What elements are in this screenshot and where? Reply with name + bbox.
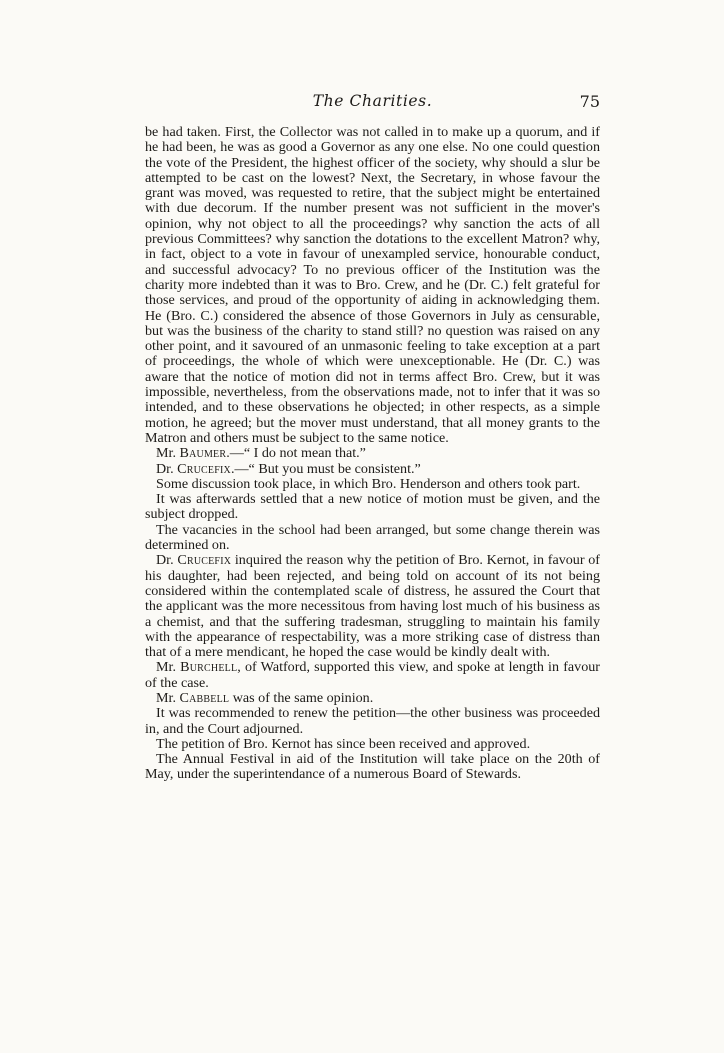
paragraph-kernot-petition [145,553,600,660]
paragraph-text: , of Watford, supported this view, and spoke at length in favour of the case. [145,659,600,691]
title-prefix: Dr. [156,552,178,569]
speaker-name: Crucefix [177,552,232,569]
speaker-name: Crucefix [177,460,231,477]
paragraph-renew-petition: It was recommended to renew the petition—the other business was proceeded in, and the Court adjourned. [145,705,600,737]
title-prefix: Mr. [156,659,181,676]
speaker-name: Burchell [180,659,238,676]
paragraph-notice-motion: It was afterwards settled that a new notice of motion must be given, and the subject dropped. [145,491,600,523]
paragraph-speech-crucefix: be had taken. First, the Collector was not called in to make up a quorum, and if he had been, he was as good a Governor as any one else. No one could question the vote of the President, the highest officer of the society, why should a slur be attempted to be cast on the lowest? Next, the Secretary, in whose favour the grant was moved, was requested to retire, that the subject might be entertained with due decorum. If the number present was not sufficient in the mover's opinion, why not object to all the proceedings? why sanction the acts of all previous Committees? why sanction the dotations to the excellent Matron? why, in fact, object to a vote in favour of unexampled service, honourable conduct, and successful advocacy? To no previous officer of the Institution was the charity more indebted than it was to Bro. Crew, and he (Dr. C.) felt grateful for those services, and proud of the opportunity of aiding in acknowledging them. He (Bro. C.) considered the absence of those Governors in July as censurable, but was the business of the charity to stand still? no question was raised on any other point, and it savoured of an unmasonic feeling to take exception at a part of proceedings, the whole of which were unexceptionable. He (Dr. C.) was aware that the notice of motion did not in terms affect Bro. Crew, but it was impossible, nevertheless, from the observations made, not to infer that it was so intended, and to these observations he objected; in other respects, as a simple motion, he agreed; but the mover must understand, that all money grants to the Matron and others must be subject to the same notice. [145,124,600,446]
paragraph-discussion: Some discussion took place, in which Bro. Henderson and others took part. [156,475,581,492]
speaker-name: Baumer [179,445,227,462]
paragraph-cabbell [145,691,600,706]
paragraph-burchell [145,660,600,691]
paragraph-text: was of the same opinion. [229,689,374,706]
paragraph-petition-approved: The petition of Bro. Kernot has since been received and approved. [156,735,531,752]
speaker-name: Cabbell [179,689,230,706]
title-prefix: Mr. [156,689,180,706]
title-prefix: Mr. [156,445,180,462]
body-text [145,125,600,783]
running-head [145,92,600,116]
paragraph-text: inquired the reason why the petition of Bro. Kernot, in favour of his daughter, had been rejected, and being told on account of its not being considered within the contemplated scale of distress, he assured the Court that the applicant was the more necessitous from having lost much of his business as a chemist, and that the suffering tradesman, struggling to maintain his family with the appearance of respectability, was a more striking case of distress than that of a mere mendicant, he hoped the case would be kindly dealt with. [145,552,600,661]
paragraph-annual-festival: The Annual Festival in aid of the Institution will take place on the 20th of May, under the superintendance of a numerous Board of Stewards. [145,751,600,783]
speech-text: .—“ But you must be consistent.” [230,460,421,477]
running-title: The Charities. [312,92,433,110]
speech-text: .—“ I do not mean that.” [226,445,366,462]
dialogue-line-baumer [145,446,600,461]
dialogue-line-crucefix [145,462,600,477]
paragraph-vacancies: The vacancies in the school had been arranged, but some change therein was determined on. [145,521,600,554]
page-number: 75 [579,92,600,111]
title-prefix: Dr. [156,460,178,477]
